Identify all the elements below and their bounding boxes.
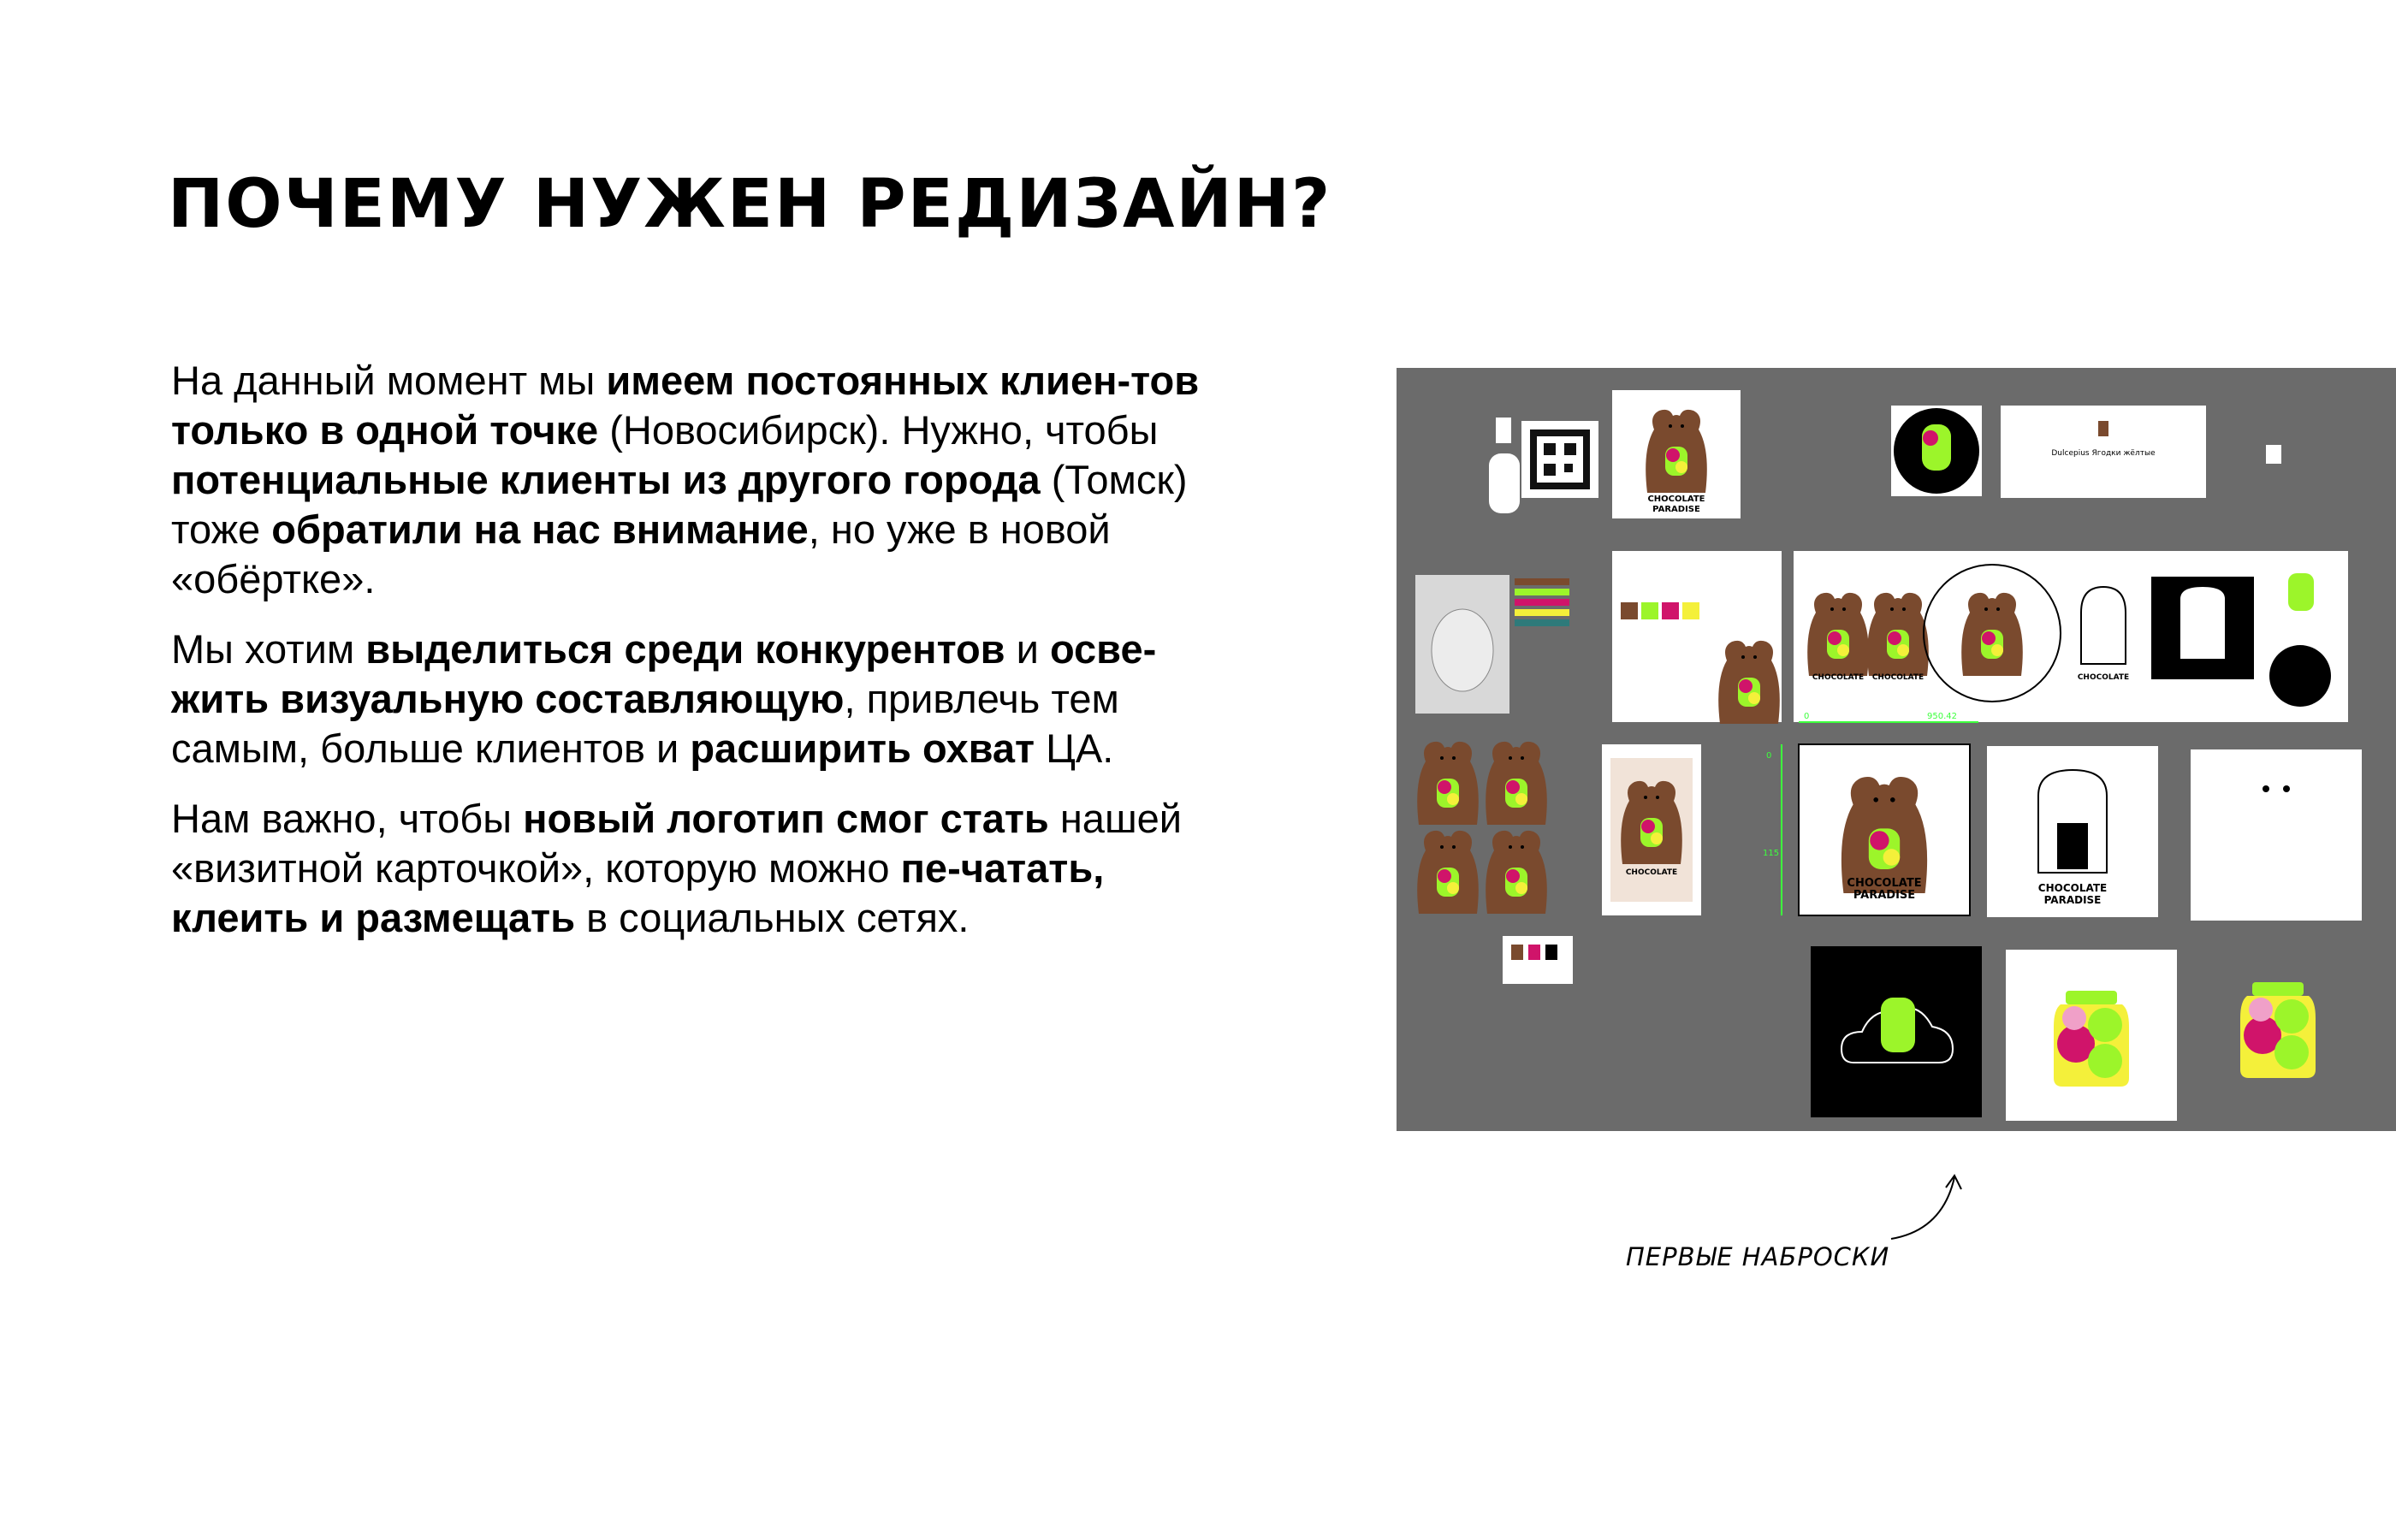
svg-text:CHOCOLATE: CHOCOLATE — [1847, 877, 1922, 890]
paragraph-2: Мы хотим выделиться среди конкурентов и осве-жить визуальную составляющую, привлечь тем самым, больше клиентов и расширить охват ЦА. — [171, 626, 1157, 771]
svg-text:0: 0 — [1804, 712, 1810, 721]
svg-text:CHOCOLATE: CHOCOLATE — [1871, 673, 1925, 682]
paragraph-1: На данный момент мы имеем постоянных клиен-тов только в одной точке (Новосибирск). Нужно, чтобы потенциальные клиенты из другого города (Томск) тоже обратили на нас внимание, но уже в новой «обёртке». — [171, 358, 1200, 601]
svg-text:CHOCOLATE: CHOCOLATE — [2037, 882, 2108, 894]
svg-text:0: 0 — [1766, 751, 1772, 761]
svg-text:CHOCOLATE: CHOCOLATE — [1647, 495, 1705, 504]
svg-text:115: 115 — [1763, 849, 1780, 858]
paragraph-3: Нам важно, чтобы новый логотип смог стать нашей «визитной карточкой», которую можно пе-чатать, клеить и размещать в социальных сетях. — [171, 796, 1183, 940]
page-title: ПОЧЕМУ НУЖЕН РЕДИЗАЙН? — [168, 166, 1332, 243]
sketches-caption: ПЕРВЫЕ НАБРОСКИ — [1626, 1242, 1890, 1271]
svg-text:PARADISE: PARADISE — [1853, 889, 1916, 902]
svg-text:Dulcepius Ягодки жёлтые: Dulcepius Ягодки жёлтые — [2051, 449, 2156, 458]
arrow-icon — [1883, 1170, 1968, 1242]
body-text — [171, 356, 1249, 963]
svg-text:950.42: 950.42 — [1927, 712, 1957, 721]
svg-text:PARADISE: PARADISE — [2043, 894, 2102, 906]
svg-text:CHOCOLATE: CHOCOLATE — [1625, 868, 1678, 877]
sketches-image — [1397, 368, 2396, 1131]
sketches-board — [1397, 368, 2396, 1131]
svg-text:CHOCOLATE: CHOCOLATE — [1812, 673, 1865, 682]
svg-text:CHOCOLATE: CHOCOLATE — [2077, 673, 2130, 682]
svg-text:PARADISE: PARADISE — [1652, 505, 1700, 514]
